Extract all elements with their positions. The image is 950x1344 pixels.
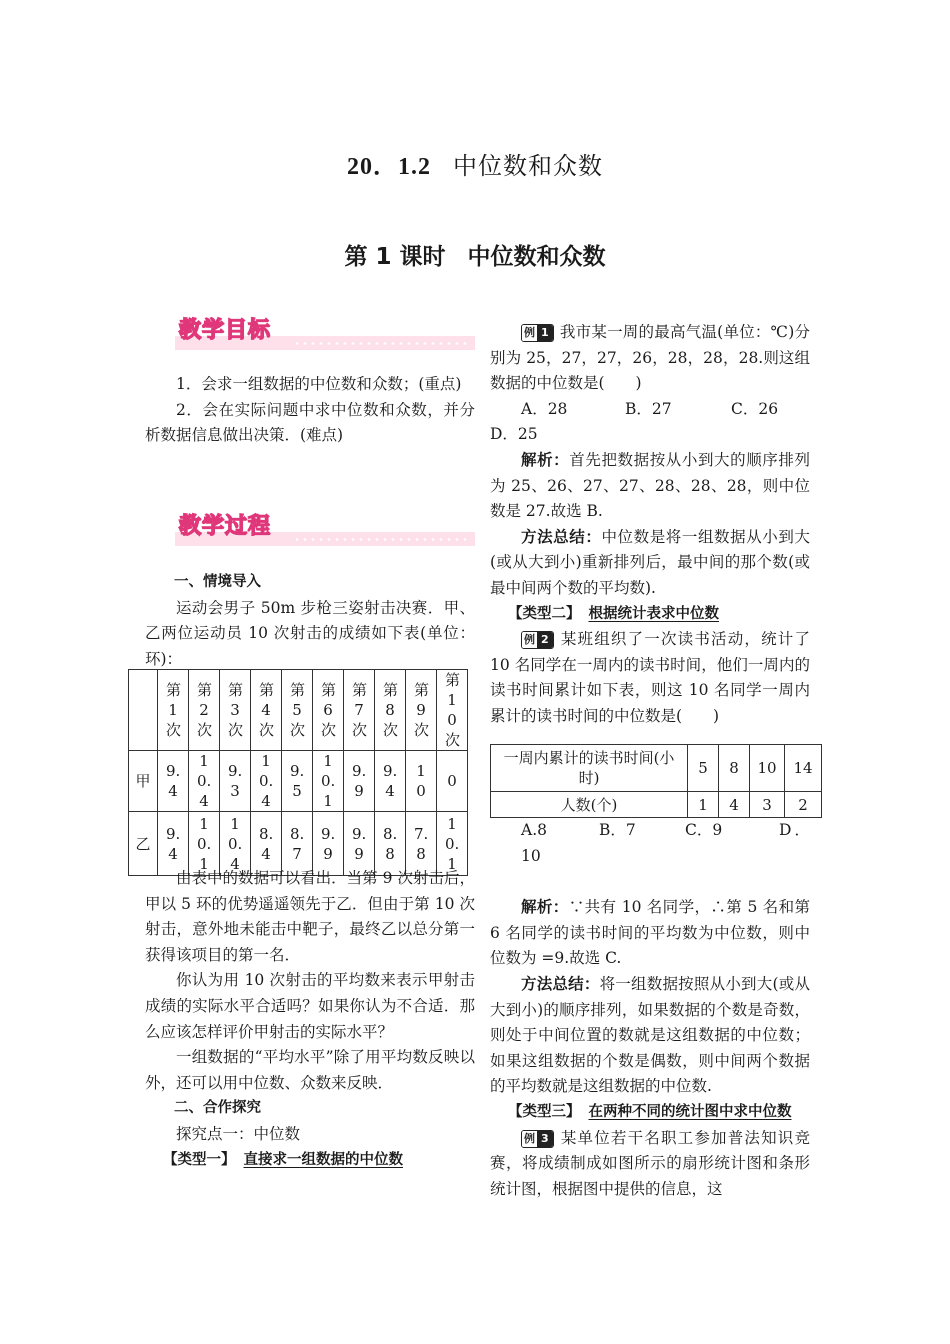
cell: 9.4 [158,812,189,876]
banner-label: 教学目标 [179,318,272,343]
header-cell: 第7次 [344,670,375,751]
section-title [0,146,950,181]
lesson-title-text: 中位数和众数 [467,244,606,270]
example-2-summary: 方法总结：将一组数据按照从小到大(或从大到小)的顺序排列，如果数据的个数是奇数，则处于中间位置的数就是这组数据的中位数；如果这组数据的个数是偶数，则中间两个数据的平均数就是这组数据的中位数. [490,974,810,1096]
cell: 7.8 [406,812,437,876]
heading-cooperation: 二、合作探究 [174,1100,261,1117]
cell: 10 [750,745,785,792]
option-a: A.8 [521,821,547,839]
header-cell: 第5次 [282,670,313,751]
type-3-label: 【类型三】 [508,1103,581,1120]
header-cell: 第8次 [375,670,406,751]
example-3-text [490,1126,810,1203]
example-1-options [490,397,810,423]
example-1-text [490,320,810,397]
type-1-label: 【类型一】 [163,1151,236,1168]
type-3-topic: 在两种不同的统计图中求中位数 [588,1103,792,1120]
example-3-badge: 例 3 [521,1130,554,1148]
cell: 9.3 [220,751,251,812]
example-2-question: 某班组织了一次读书活动，统计了 10 名同学在一周内的读书时间，他们一周内的读书时间累计如下表，则这 10 名同学一周内累计的读书时间的中位数是( ) [490,630,810,725]
left-column-process [145,514,475,672]
cell: 8.7 [282,812,313,876]
banner-dots [293,342,469,345]
table-row [491,745,822,792]
left-column-top [145,318,475,449]
example-2-badge: 例 2 [521,631,554,649]
cell: 9.9 [344,812,375,876]
left-column-bottom [145,866,475,1173]
header-cell: 第1次 [158,670,189,751]
cell: 8.8 [375,812,406,876]
lesson-title [0,238,950,271]
row-label: 乙 [129,812,158,876]
table-header-row [129,670,468,751]
type-3-line [490,1100,810,1126]
paragraph-3: 一组数据的“平均水平”除了用平均数反映以外，还可以用中位数、众数来反映． [145,1048,475,1092]
header-cell: 第4次 [251,670,282,751]
row-label: 甲 [129,751,158,812]
header-cell: 第9次 [406,670,437,751]
type-2-topic: 根据统计表求中位数 [588,605,719,622]
intro-paragraph: 运动会男子 50m 步枪三姿射击决赛．甲、乙两位运动员 10 次射击的成绩如下表(单位：环)： [145,598,475,668]
cell: 5 [688,745,719,792]
type-1-line [145,1148,475,1174]
example-2-options [490,818,810,869]
option-a: A．28 [521,399,568,418]
example-1-badge: 例 1 [521,324,554,342]
row-label: 人数(个) [491,792,688,818]
explore-point-1: 探究点一：中位数 [176,1124,301,1143]
banner-label: 教学过程 [179,514,272,539]
option-d: D．25 [490,425,538,444]
row-label: 一周内累计的读书时间(小时) [491,745,688,792]
header-cell: 第3次 [220,670,251,751]
cell: 8.4 [251,812,282,876]
type-2-label: 【类型二】 [508,605,581,622]
example-1-question: 我市某一周的最高气温(单位：℃)分别为 25，27，27，26，28，28，28.则这组数据的中位数是( ) [490,323,810,393]
cell: 9.4 [375,751,406,812]
heading-intro: 一、情境导入 [174,574,261,590]
option-d: D．10 [521,821,810,865]
cell: 10.4 [251,751,282,812]
cell: 9.9 [344,751,375,812]
cell: 10.1 [437,812,468,876]
header-cell: 第10次 [437,670,468,751]
banner-teaching-process [175,514,475,548]
section-number: 20．1.2 [347,154,431,180]
example-1-summary: 方法总结：中位数是将一组数据从小到大(或从大到小)重新排列后，最中间的那个数(或最中间两个数的平均数). [490,527,810,597]
section-title-text: 中位数和众数 [453,152,603,180]
table-row [129,751,468,812]
example-2-analysis: 解析：∵共有 10 名同学，∴第 5 名和第 6 名同学的读书时间的平均数为中位数，则中位数为 =9.故选 C. [490,898,810,968]
example-1-analysis: 解析：首先把数据按从小到大的顺序排列为 25、26、27、27、28、28、28，则中位数是 27.故选 B. [490,450,810,521]
cell: 14 [785,745,822,792]
cell: 9.5 [282,751,313,812]
right-column-bottom [490,818,810,1202]
cell: 3 [750,792,785,818]
cell: 8 [719,745,750,792]
reading-time-table [490,744,822,818]
table-corner-cell [129,670,158,751]
paragraph-2: 你认为用 10 次射击的平均数来表示甲射击成绩的实际水平合适吗？如果你认为不合适．那么应该怎样评价甲射击的实际水平？ [145,971,475,1041]
cell: 0 [437,751,468,812]
type-2-line [490,602,810,628]
cell: 10.4 [189,751,220,812]
banner-teaching-goals [175,318,475,352]
type-1-topic: 直接求一组数据的中位数 [243,1151,403,1168]
goal-2: 2．会在实际问题中求中位数和众数，并分析数据信息做出决策．(难点) [145,400,475,445]
shooting-scores-table [128,669,468,876]
cell: 9.9 [313,812,344,876]
cell: 2 [785,792,822,818]
lesson-prefix: 第 1 课时 [344,244,446,270]
header-cell: 第6次 [313,670,344,751]
cell: 10.1 [189,812,220,876]
header-cell: 第2次 [189,670,220,751]
goal-1: 1．会求一组数据的中位数和众数；(重点) [176,375,462,393]
paragraph-1: 由表中的数据可以看出．当第 9 次射击后，甲以 5 环的优势遥遥领先于乙．但由于第 10 次射击，意外地未能击中靶子，最终乙以总分第一获得该项目的第一名． [145,869,475,964]
cell: 4 [719,792,750,818]
option-b: B．27 [625,399,672,418]
option-b: B．7 [599,821,636,839]
cell: 1 [688,792,719,818]
table-row [491,792,822,818]
example-3-question: 某单位若干名职工参加普法知识竞赛，将成绩制成如图所示的扇形统计图和条形统计图，根据图中提供的信息，这 [490,1128,810,1198]
option-c: C．26 [731,399,779,418]
cell: 10.4 [220,812,251,876]
cell: 10 [406,751,437,812]
cell: 10.1 [313,751,344,812]
cell: 9.4 [158,751,189,812]
option-c: C．9 [685,821,723,839]
banner-dots [293,538,469,541]
example-2-text [490,627,810,729]
right-column-top [490,320,810,730]
